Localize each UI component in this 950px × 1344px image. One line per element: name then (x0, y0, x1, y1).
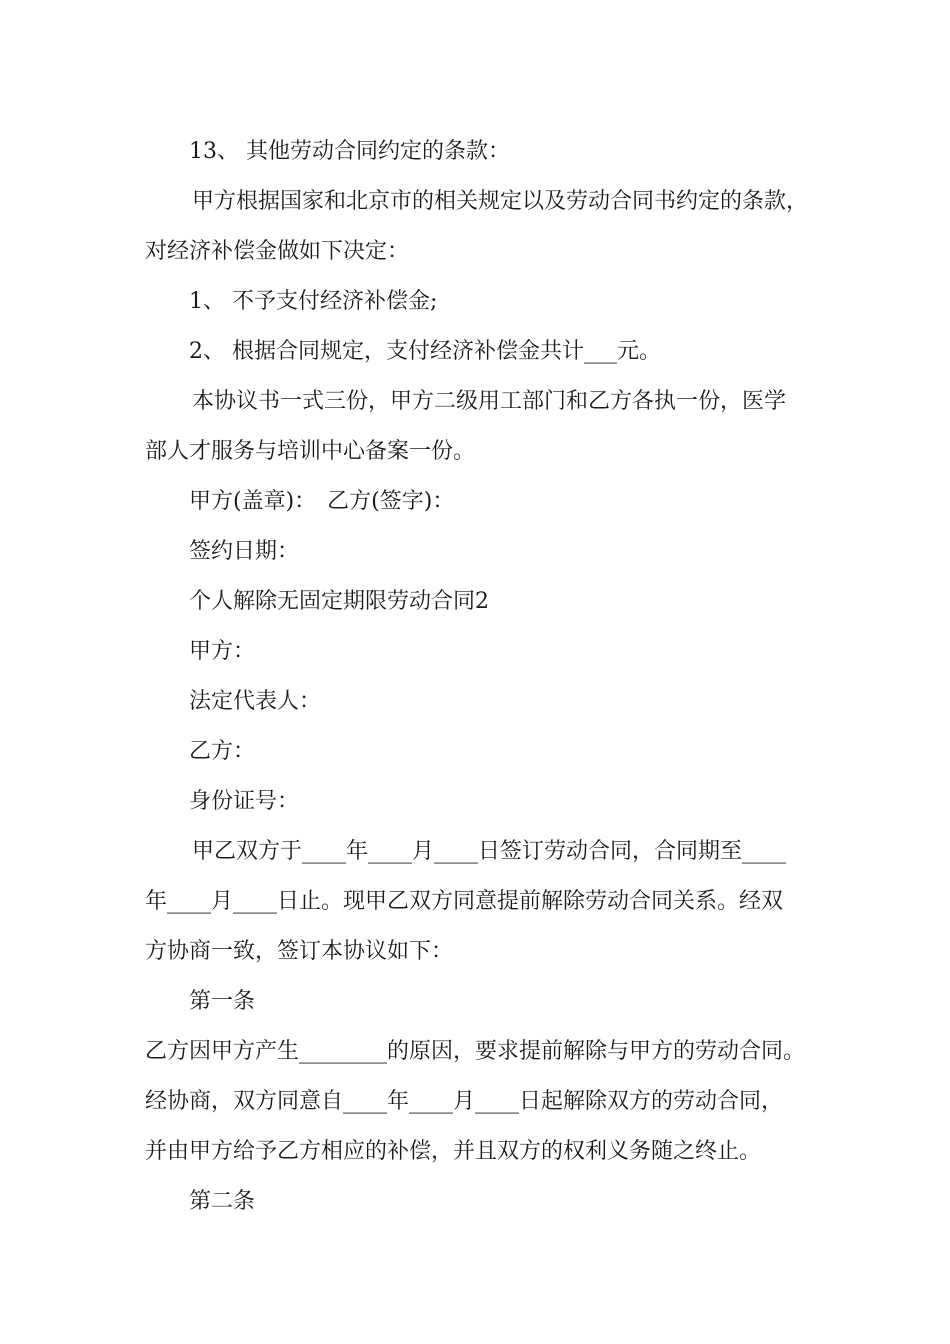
party-a: 甲方： (189, 639, 256, 664)
copies-paragraph-line-1: 本协议书一式三份，甲方二级用工部门和乙方各执一份，医学 (192, 389, 787, 414)
article-1-line-2: 经协商，双方同意自____年____月____日起解除双方的劳动合同， (145, 1089, 784, 1114)
compensation-paragraph-line-2: 对经济补偿金做如下决定： (145, 239, 410, 264)
contract-2-title: 个人解除无固定期限劳动合同2 (189, 589, 489, 614)
option-2: 2、 根据合同规定，支付经济补偿金共计___元。 (189, 339, 661, 364)
sign-date: 签约日期： (189, 539, 300, 564)
compensation-paragraph-line-1: 甲方根据国家和北京市的相关规定以及劳动合同书约定的条款， (192, 189, 809, 214)
signature-line: 甲方(盖章)： 乙方(签字)： (189, 489, 455, 514)
copies-paragraph-line-2: 部人才服务与培训中心备案一份。 (145, 439, 476, 464)
clause-13-heading: 13、 其他劳动合同约定的条款： (189, 139, 510, 164)
party-b: 乙方： (189, 739, 256, 764)
article-1-line-1: 乙方因甲方产生________的原因，要求提前解除与甲方的劳动合同。 (145, 1039, 806, 1064)
agreement-paragraph-line-1: 甲乙双方于____年____月____日签订劳动合同，合同期至____ (192, 839, 787, 864)
article-1-line-3: 并由甲方给予乙方相应的补偿，并且双方的权利义务随之终止。 (145, 1139, 762, 1164)
legal-representative: 法定代表人： (189, 689, 322, 714)
agreement-paragraph-line-3: 方协商一致，签订本协议如下： (145, 939, 454, 964)
id-number: 身份证号： (189, 789, 300, 814)
article-1-heading: 第一条 (189, 989, 256, 1014)
option-1: 1、 不予支付经济补偿金; (189, 289, 438, 314)
article-2-heading: 第二条 (189, 1189, 256, 1214)
agreement-paragraph-line-2: 年____月____日止。现甲乙双方同意提前解除劳动合同关系。经双 (145, 889, 784, 914)
